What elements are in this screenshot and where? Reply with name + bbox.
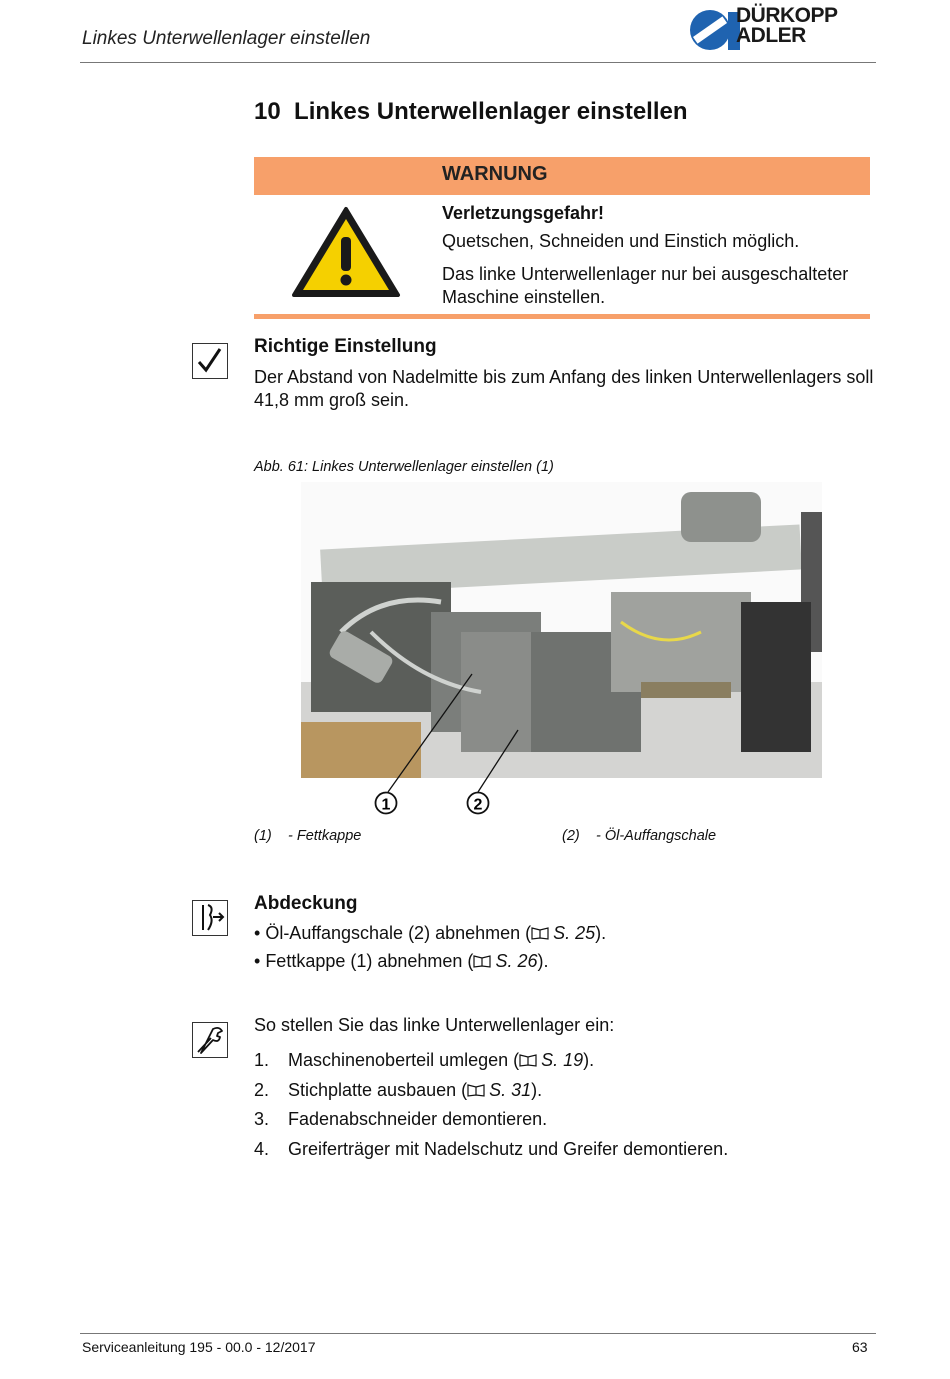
- warning-text-1: Quetschen, Schneiden und Einstich möglich.: [442, 231, 800, 251]
- step-1: Maschinenoberteil umlegen ( S. 19).: [288, 1050, 595, 1070]
- footer-document-id: Serviceanleitung 195 - 00.0 - 12/2017: [82, 1339, 316, 1355]
- page-ref-link[interactable]: S. 31: [489, 1080, 532, 1100]
- figure-caption: Abb. 61: Linkes Unterwellenlager einstellen (1): [254, 459, 554, 475]
- correct-setting-text: Der Abstand von Nadelmitte bis zum Anfang des linken Unterwellenlagers soll 41,8 mm groß sein.: [254, 367, 874, 410]
- callout-leaders: [370, 672, 540, 820]
- callout-2: 2: [473, 796, 483, 814]
- footer-rule: [80, 1333, 876, 1334]
- step-4: Greiferträger mit Nadelschutz und Greifer demontieren.: [288, 1139, 729, 1159]
- warning-triangle-icon: [290, 205, 402, 301]
- page-ref-link[interactable]: S. 25: [553, 923, 596, 943]
- logo-text: DÜRKOPP ADLER: [736, 4, 838, 47]
- legend-1-text: - Fettkappe: [288, 828, 362, 844]
- book-icon: [531, 926, 549, 940]
- header-rule: [80, 62, 876, 63]
- wrench-icon: [192, 1022, 228, 1058]
- book-icon: [467, 1083, 485, 1097]
- procedure-intro: So stellen Sie das linke Unterwellenlager ein:: [254, 1015, 615, 1035]
- check-icon: [192, 343, 228, 379]
- warning-label: WARNUNG: [442, 163, 548, 185]
- callout-1: 1: [381, 796, 391, 814]
- step-2-number: 2.: [254, 1080, 270, 1100]
- page-ref-link[interactable]: S. 26: [495, 951, 538, 971]
- step-3-number: 3.: [254, 1109, 270, 1129]
- step-3: Fadenabschneider demontieren.: [288, 1109, 548, 1129]
- correct-setting-heading: Richtige Einstellung: [254, 336, 437, 357]
- cover-item-1: • Öl-Auffangschale (2) abnehmen ( S. 25).: [254, 923, 607, 943]
- warning-bar: [254, 157, 870, 195]
- book-icon: [519, 1053, 537, 1067]
- legend-2-num: (2): [562, 828, 580, 844]
- running-header: Linkes Unterwellenlager einstellen: [82, 28, 371, 49]
- legend-1-num: (1): [254, 828, 272, 844]
- cover-removal-icon: [192, 900, 228, 936]
- chapter-heading: 10 Linkes Unterwellenlager einstellen: [254, 98, 688, 125]
- warning-bottom-rule: [254, 314, 870, 319]
- legend-2-text: - Öl-Auffangschale: [596, 828, 717, 844]
- page-ref-link[interactable]: S. 19: [541, 1050, 584, 1070]
- step-4-number: 4.: [254, 1139, 270, 1159]
- warning-subtitle: Verletzungsgefahr!: [442, 203, 605, 223]
- book-icon: [473, 954, 491, 968]
- cover-item-2: • Fettkappe (1) abnehmen ( S. 26).: [254, 951, 549, 971]
- step-1-number: 1.: [254, 1050, 270, 1070]
- step-2: Stichplatte ausbauen ( S. 31).: [288, 1080, 543, 1100]
- cover-heading: Abdeckung: [254, 893, 358, 914]
- page-number: 63: [852, 1339, 868, 1355]
- warning-text-2: Das linke Unterwellenlager nur bei ausgeschalteter Maschine einstellen.: [442, 264, 849, 307]
